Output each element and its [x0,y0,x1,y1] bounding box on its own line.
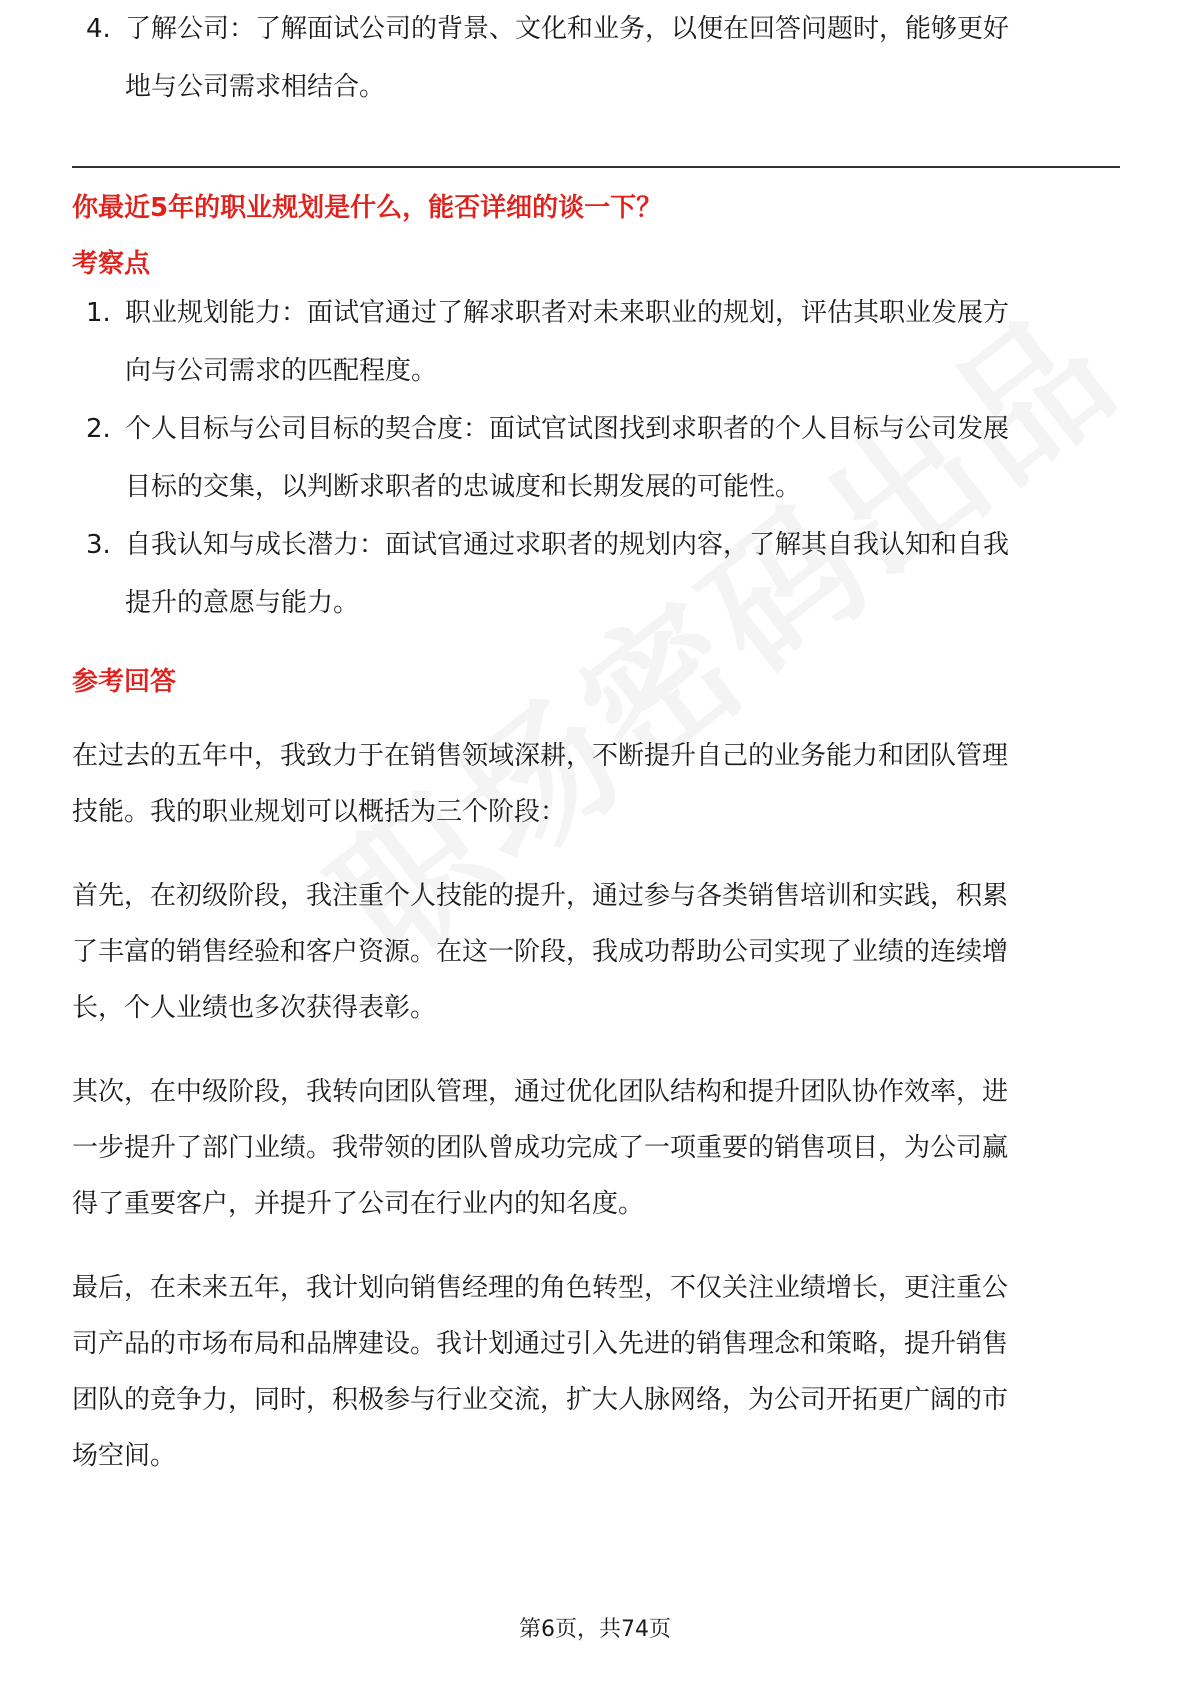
answer-paragraph-1 [72,728,1120,840]
paragraph-line: 司产品的市场布局和品牌建设。我计划通过引入先进的销售理念和策略，提升销售 [72,1329,1009,1359]
point-item-2 [72,400,1120,516]
paragraph-line: 技能。我的职业规划可以概括为三个阶段： [72,797,567,827]
document-page [72,0,1120,1684]
answer-label: 参考回答 [72,667,177,697]
paragraph-line: 得了重要客户，并提升了公司在行业内的知名度。 [72,1189,645,1219]
question-heading: 你最近5年的职业规划是什么，能否详细的谈一下？ [72,193,663,223]
point-item-1 [72,284,1120,400]
paragraph-line: 最后，在未来五年，我计划向销售经理的角色转型，不仅关注业绩增长，更注重公 [72,1273,1009,1303]
list-number: 1. [86,298,111,328]
top-list [72,0,1120,116]
list-item-4 [72,0,1120,116]
list-item-line: 了解公司：了解面试公司的背景、文化和业务，以便在回答问题时，能够更好 [125,14,1010,44]
list-item-line: 向与公司需求的匹配程度。 [125,356,438,386]
points-label: 考察点 [72,249,151,279]
paragraph-line: 长，个人业绩也多次获得表彰。 [72,993,437,1023]
list-item-line: 地与公司需求相结合。 [125,72,386,102]
section-divider [72,166,1120,168]
page-content [72,0,1120,1484]
answer-paragraph-3 [72,1064,1120,1232]
page-footer: 第6页，共74页 [519,1617,671,1642]
paragraph-line: 场空间。 [72,1441,177,1471]
paragraph-line: 一步提升了部门业绩。我带领的团队曾成功完成了一项重要的销售项目，为公司赢 [72,1133,1009,1163]
point-item-3 [72,516,1120,632]
points-list [72,284,1120,632]
list-item-line: 提升的意愿与能力。 [125,588,360,618]
list-number: 4. [86,14,111,44]
answer-paragraph-2 [72,868,1120,1036]
paragraph-line: 了丰富的销售经验和客户资源。在这一阶段，我成功帮助公司实现了业绩的连续增 [72,937,1009,967]
paragraph-line: 其次，在中级阶段，我转向团队管理，通过优化团队结构和提升团队协作效率，进 [72,1077,1009,1107]
list-number: 3. [86,530,111,560]
answer-paragraph-4 [72,1260,1120,1484]
list-item-line: 自我认知与成长潜力：面试官通过求职者的规划内容，了解其自我认知和自我 [125,530,1010,560]
list-item-line: 个人目标与公司目标的契合度：面试官试图找到求职者的个人目标与公司发展 [125,414,1010,444]
list-item-line: 目标的交集，以判断求职者的忠诚度和长期发展的可能性。 [125,472,802,502]
list-number: 2. [86,414,111,444]
list-item-line: 职业规划能力：面试官通过了解求职者对未来职业的规划，评估其职业发展方 [125,298,1010,328]
paragraph-line: 团队的竞争力，同时，积极参与行业交流，扩大人脉网络，为公司开拓更广阔的市 [72,1385,1009,1415]
paragraph-line: 在过去的五年中，我致力于在销售领域深耕，不断提升自己的业务能力和团队管理 [72,741,1009,771]
paragraph-line: 首先，在初级阶段，我注重个人技能的提升，通过参与各类销售培训和实践，积累 [72,881,1009,911]
